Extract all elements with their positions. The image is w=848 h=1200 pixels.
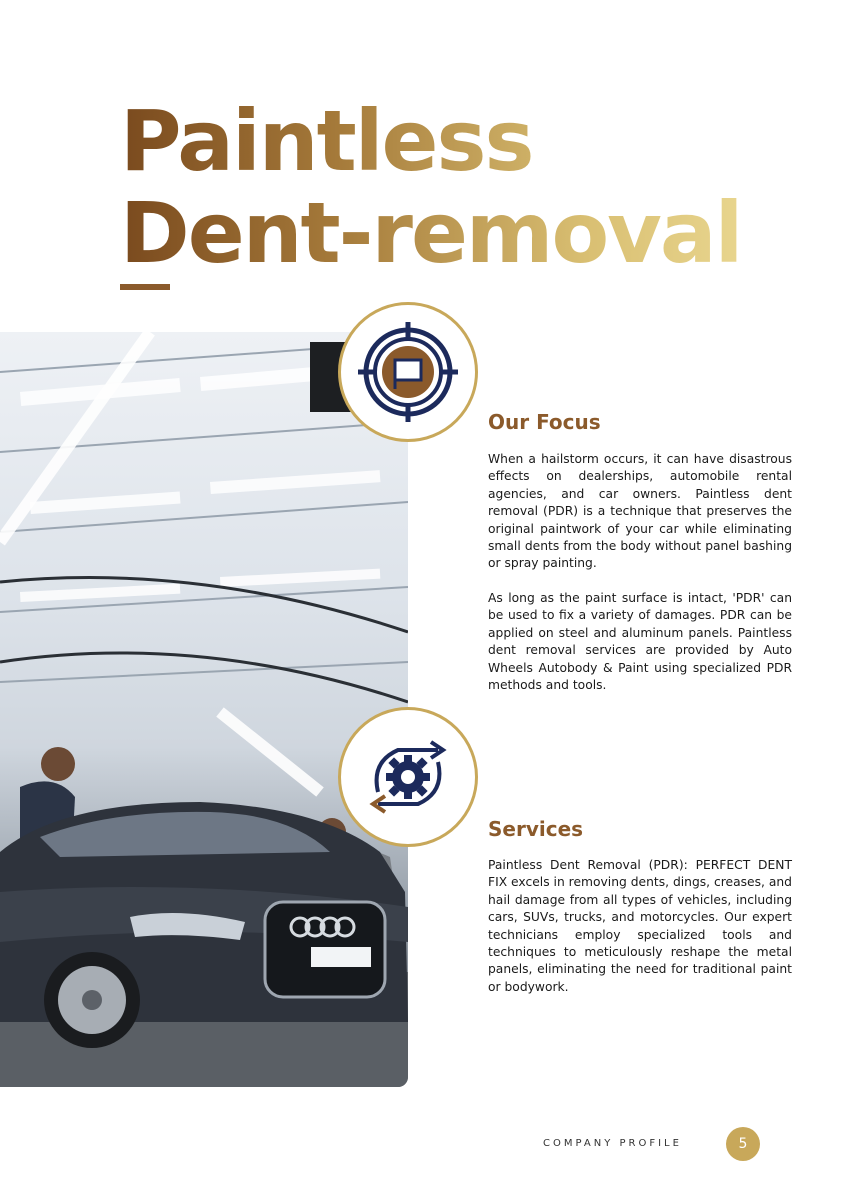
workshop-car-photo: [0, 332, 408, 1087]
title-line-1: Paintless: [120, 92, 533, 190]
footer-label: COMPANY PROFILE: [543, 1138, 682, 1149]
our-focus-heading: Our Focus: [488, 410, 601, 434]
gear-cycle-icon: [338, 707, 478, 847]
page-number: 5: [726, 1127, 760, 1161]
services-heading: Services: [488, 817, 584, 841]
title-underline: [120, 284, 170, 290]
focus-paragraph-1: When a hailstorm occurs, it can have disastrous effects on dealerships, automobile rental agencies, and car owners. Paintless dent removal (PDR) is a technique that preserves the original paintwork of your car while eliminating small dents from the body without panel bashing or spray painting.: [488, 452, 792, 571]
page-title: [120, 92, 742, 282]
target-flag-icon: [338, 302, 478, 442]
focus-paragraph-2: As long as the paint surface is intact, 'PDR' can be used to fix a variety of damages. PDR can be applied on steel and aluminum panels. Paintless dent removal services are provided by Auto Wheels Autobody & Paint using specialized PDR methods and tools.: [488, 591, 792, 693]
services-paragraph: Paintless Dent Removal (PDR): PERFECT DENT FIX excels in removing dents, dings, creases, and hail damage from all types of vehicles, including cars, SUVs, trucks, and motorcycles. Our expert technicians employ specialized tools and techniques to meticulously reshape the metal panels, eliminating the need for traditional paint or bodywork.: [488, 858, 792, 994]
title-line-2: Dent-removal: [120, 184, 742, 282]
